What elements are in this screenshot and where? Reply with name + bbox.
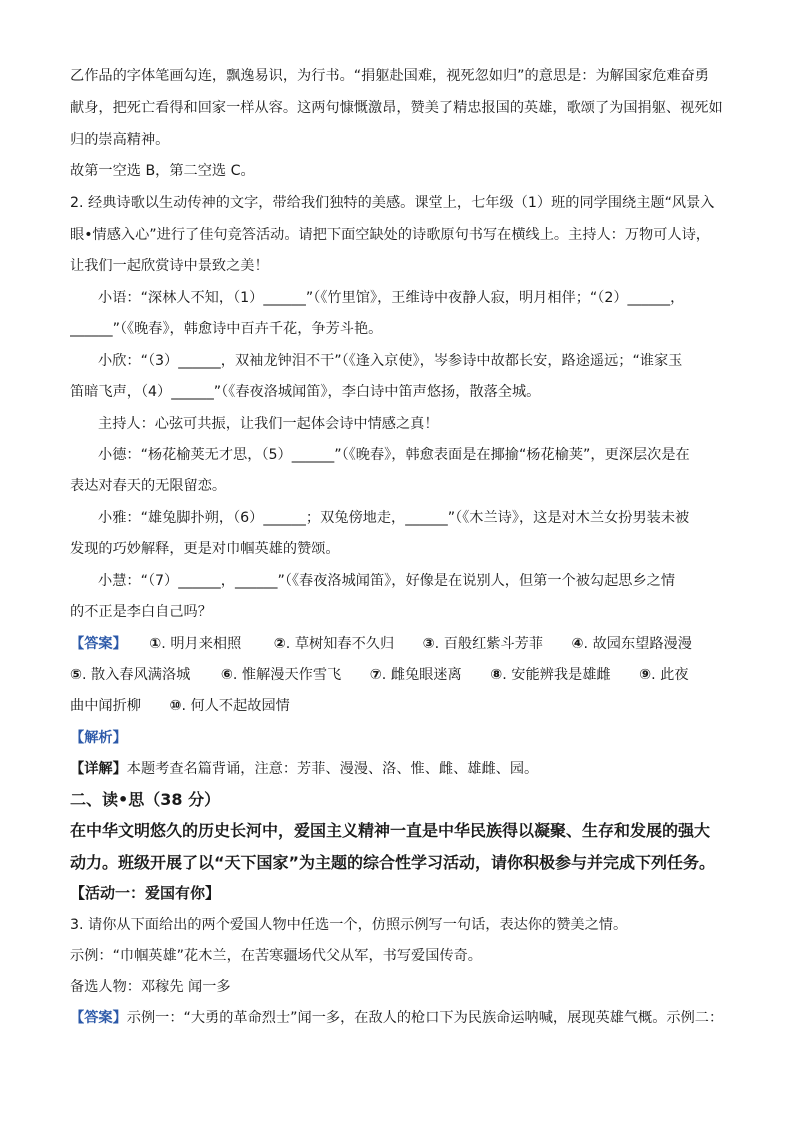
analysis-tag-line — [70, 728, 738, 748]
answer-item: ②. 草树知春不久归 — [273, 636, 395, 652]
text-line: 笛暗飞声，（4）______”（《春夜洛城闻笛》，李白诗中笛声悠扬，散落全城。 — [70, 384, 541, 400]
text-line: 眼•情感入心”进行了佳句竞答活动。请把下面空缺处的诗歌原句书写在横线上。主持人：万物可人诗， — [70, 227, 710, 243]
text-line: 乙作品的字体笔画勾连，飘逸易识，为行书。“捐躯赴国难，视死忽如归”的意思是：为解国家危难奋勇 — [70, 68, 709, 84]
answer-line — [70, 1008, 738, 1028]
answer-item: ⑧. 安能辨我是雄雌 — [490, 667, 611, 683]
question-2-stem: 2. 经典诗歌以生动传神的文字，带给我们独特的美感。课堂上，七年级（1）班的同学围绕主题“风景入 — [70, 195, 715, 211]
section-intro: 动力。班级开展了以“天下国家”为主题的综合性学习活动，请你积极参与并完成下列任务。 — [70, 853, 716, 872]
candidates-line: 备选人物：邓稼先 闻一多 — [70, 979, 231, 995]
detail-line — [70, 759, 738, 779]
answer-item: ④. 故园东望路漫漫 — [571, 636, 692, 652]
answer-item: ⑩. 何人不起故园情 — [169, 698, 290, 714]
text-line: 的不正是李白自己吗？ — [70, 604, 212, 620]
question-3-stem: 3. 请你从下面给出的两个爱国人物中任选一个，仿照示例写一句话，表达你的赞美之情。 — [70, 917, 628, 933]
text-line: 小慧：“（7）______，______”（《春夜洛城闻笛》，好像是在说别人，但第一个被勾起思乡之情 — [98, 573, 676, 589]
text-line: 献身，把死亡看得和回家一样从容。这两句慷慨激昂，赞美了精忠报国的英雄，歌颂了为国捐躯、视死如 — [70, 100, 723, 116]
answer-line — [70, 696, 738, 716]
answer-tag: 【答案】 — [70, 636, 127, 652]
analysis-tag: 【解析】 — [70, 730, 127, 746]
detail-text: 本题考查名篇背诵，注意：芳菲、漫漫、洛、惟、雌、雄雌、园。 — [126, 761, 539, 777]
text-line: 让我们一起欣赏诗中景致之美！ — [70, 258, 269, 274]
text-line: 小德：“杨花榆荚无才思，（5）______”（《晚春》，韩愈表面是在揶揄“杨花榆荚”，更深层次是在 — [98, 447, 690, 463]
answer-item: ③. 百般红紫斗芳菲 — [422, 636, 544, 652]
answer-item: ⑤. 散入春风满洛城 — [70, 667, 191, 683]
section-heading: 二、读•思（38 分） — [70, 790, 221, 809]
text-line: ______”（《晚春》，韩愈诗中百卉千花，争芳斗艳。 — [70, 321, 383, 337]
answer-item: 曲中闻折柳 — [70, 698, 141, 714]
activity-heading: 【活动一：爱国有你】 — [70, 884, 221, 902]
answer-line — [70, 634, 738, 654]
answer-item: ⑨. 此夜 — [639, 667, 689, 683]
detail-tag: 【详解】 — [70, 761, 127, 777]
answer-item: ⑥. 惟解漫天作雪飞 — [220, 667, 342, 683]
text-line: 主持人：心弦可共振，让我们一起体会诗中情感之真！ — [98, 416, 439, 432]
text-line: 故第一空选 B，第二空选 C。 — [70, 163, 255, 179]
text-line: 发现的巧妙解释，更是对巾帼英雄的赞颂。 — [70, 541, 340, 557]
section-intro: 在中华文明悠久的历史长河中，爱国主义精神一直是中华民族得以凝聚、生存和发展的强大 — [70, 821, 711, 840]
answer-item: ⑦. 雌兔眼迷离 — [369, 667, 462, 683]
answer-item: ①. 明月来相照 — [149, 636, 242, 652]
text-line: 小欣：“（3）______，双袖龙钟泪不干”（《逢入京使》，岑参诗中故都长安，路途遥远；“谁家玉 — [98, 353, 683, 369]
answer-text: 示例一：“大勇的革命烈士”闻一多，在敌人的枪口下为民族命运呐喊，展现英雄气概。示例二： — [126, 1010, 724, 1026]
example-line: 示例：“巾帼英雄”花木兰，在苦寒疆场代父从军，书写爱国传奇。 — [70, 948, 482, 964]
text-line: 小语：“深林人不知，（1）______”（《竹里馆》，王维诗中夜静人寂，明月相伴；“（2）______， — [98, 290, 685, 306]
text-line: 归的崇高精神。 — [70, 132, 170, 148]
answer-line — [70, 665, 738, 685]
text-line: 表达对春天的无限留恋。 — [70, 478, 227, 494]
answer-tag: 【答案】 — [70, 1010, 127, 1026]
text-line: 小雅：“雄兔脚扑朔，（6）______；双兔傍地走，______”（《木兰诗》，这是对木兰女扮男装未被 — [98, 510, 690, 526]
